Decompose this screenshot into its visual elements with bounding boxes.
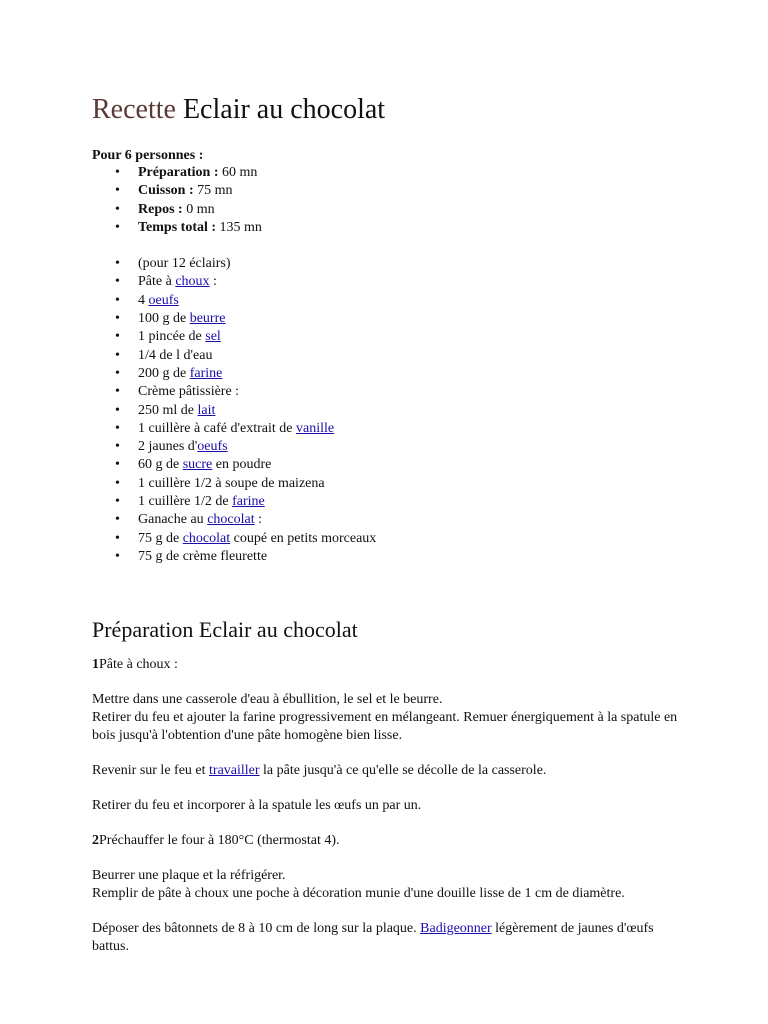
timing-item-cuisson [92,182,692,200]
step-number: 1 [92,657,99,673]
title-prefix: Recette [92,94,176,125]
ingredient-text: : [254,512,262,528]
ingredient-item [92,402,692,420]
ingredient-link[interactable]: farine [232,494,265,510]
ingredient-text: 1 pincée de [138,329,206,345]
step-text: Déposer des bâtonnets de 8 à 10 cm de long sur la plaque. [92,921,421,937]
ingredient-item [92,438,692,456]
step-1-title [92,656,692,674]
ingredient-link[interactable]: lait [197,402,216,418]
servings-label: Pour 6 personnes : [92,148,204,163]
page-title [92,92,692,128]
step-title-text: Pâte à choux : [99,657,178,673]
ingredient-link[interactable]: oeufs [148,292,179,308]
timing-value: 60 mn [218,165,258,180]
step-text: Mettre dans une casserole d'eau à ébullition, le sel et le beurre. [92,692,443,708]
ingredient-text: 1 cuillère 1/2 de [138,494,233,510]
ingredient-item [92,548,692,566]
ingredient-item [92,255,692,273]
title-recipe-name: Eclair au chocolat [182,94,386,125]
ingredient-item [92,383,692,401]
ingredient-item [92,530,692,548]
timing-value: 0 mn [182,201,215,217]
preparation-heading: Préparation Eclair au chocolat [92,617,358,643]
ingredient-item [92,310,692,328]
timing-label: Repos : [138,201,183,217]
step-title-text: Préchauffer le four à 180°C (thermostat 4). [99,833,340,849]
badigeonner-link[interactable]: Badigeonner [420,921,492,937]
ingredient-item [92,292,692,310]
ingredient-link[interactable]: sel [205,329,221,345]
ingredient-item [92,493,692,511]
ingredient-link[interactable]: chocolat [182,530,231,546]
ingredient-item [92,347,692,365]
ingredient-text: 1 cuillère 1/2 à soupe de maizena [138,475,325,491]
step-1-paragraph-3: Retirer du feu et incorporer à la spatule les œufs un par un. [92,798,422,814]
ingredient-item [92,456,692,474]
ingredient-text: 75 g de [138,530,183,546]
timing-label: Préparation : [138,165,219,180]
timing-item-preparation [92,164,692,182]
ingredient-link[interactable]: beurre [189,311,226,327]
step-text: Remplir de pâte à choux une poche à décoration munie d'une douille lisse de 1 cm de diamètre. [92,886,625,902]
ingredient-text: 60 g de [138,457,183,473]
ingredient-link[interactable]: oeufs [197,439,228,455]
ingredient-item [92,328,692,346]
ingredient-text: (pour 12 éclairs) [138,256,231,272]
ingredient-item [92,273,692,291]
step-number: 2 [92,833,99,849]
timing-label: Cuisson : [138,183,194,199]
timing-item-repos [92,201,692,219]
timing-value: 135 mn [216,219,262,235]
step-1-paragraph-2 [92,762,692,780]
ingredient-text: en poudre [212,457,272,473]
ingredient-link[interactable]: sucre [182,457,213,473]
ingredient-text: 2 jaunes d' [138,439,198,455]
ingredient-text: Ganache au [138,512,208,528]
step-text: légèrement de jaunes d'œufs battus. [92,921,654,955]
ingredient-text: 250 ml de [138,402,198,418]
timing-list [92,164,692,237]
ingredient-text: 100 g de [138,311,190,327]
step-text: la pâte jusqu'à ce qu'elle se décolle de la casserole. [259,763,547,779]
ingredient-text: 1/4 de l d'eau [138,347,213,363]
step-2-paragraph [92,867,692,903]
ingredient-link[interactable]: vanille [296,420,335,436]
ingredient-link[interactable]: farine [189,365,223,381]
timing-value: 75 mn [193,183,233,199]
timing-label: Temps total : [138,219,217,235]
ingredient-text: 75 g de crème fleurette [138,548,268,564]
step-text: Retirer du feu et ajouter la farine progressivement en mélangeant. Remuer énergiquement à la spatule en bois jusqu'à l'obtention d'une pâte homogène bien lisse. [92,710,678,744]
ingredient-item [92,420,692,438]
ingredient-link[interactable]: chocolat [207,512,255,528]
ingredient-text: coupé en petits morceaux [230,530,377,546]
ingredient-item [92,511,692,529]
step-2-paragraph-2 [92,920,692,956]
step-1-paragraph [92,691,692,745]
ingredient-text: : [209,274,217,290]
ingredient-text: Crème pâtissière : [138,384,240,400]
ingredient-text: 4 [138,292,149,308]
ingredient-text: 1 cuillère à café d'extrait de [138,420,296,436]
ingredient-text: 200 g de [138,365,190,381]
step-text: Beurrer une plaque et la réfrigérer. [92,868,286,884]
timing-item-total [92,219,692,237]
step-text: Revenir sur le feu et [92,763,210,779]
step-2-title [92,832,692,850]
recipe-page [92,92,692,956]
ingredient-list [92,255,692,566]
ingredient-link[interactable]: choux [175,274,210,290]
travailler-link[interactable]: travailler [209,763,260,779]
ingredient-item [92,475,692,493]
ingredient-item [92,365,692,383]
ingredient-text: Pâte à [138,274,176,290]
